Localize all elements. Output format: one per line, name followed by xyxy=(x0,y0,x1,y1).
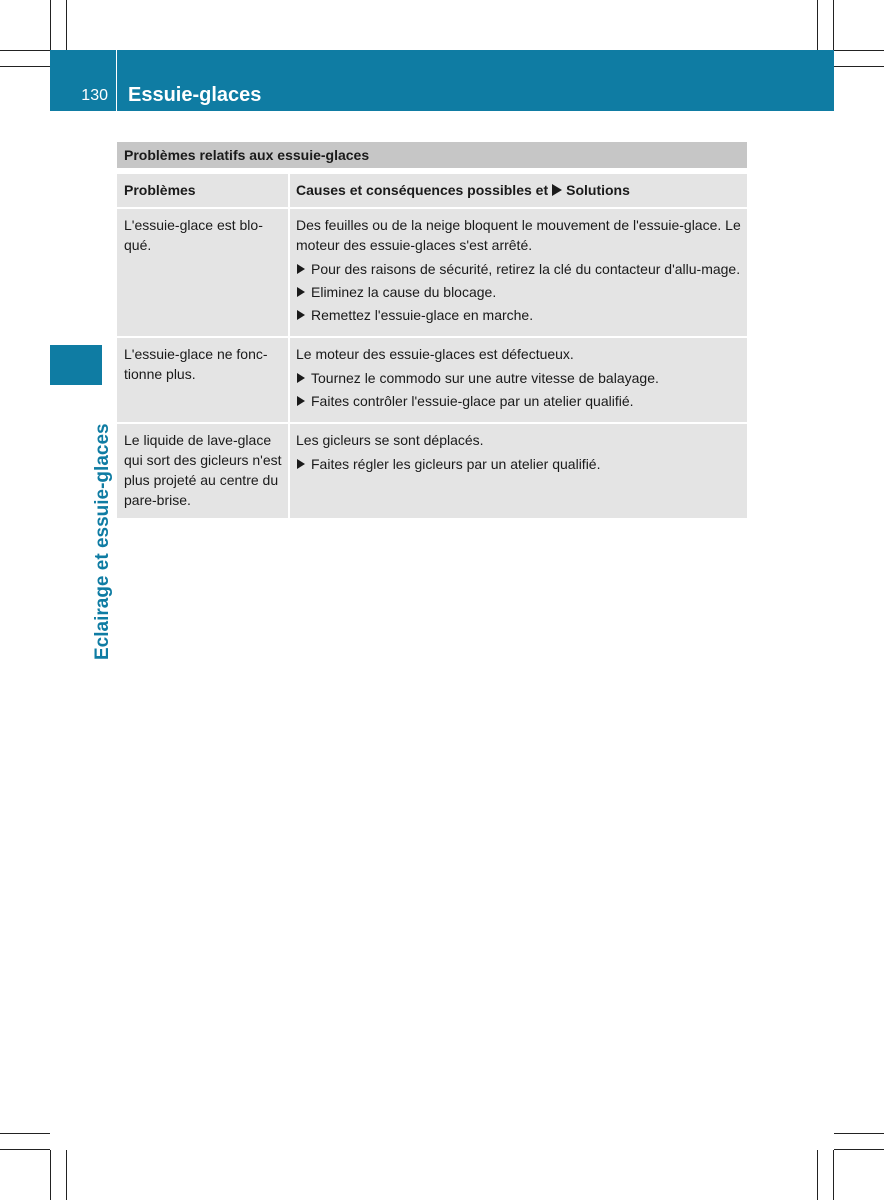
column-header-causes-text: Causes et conséquences possibles et xyxy=(296,182,549,198)
table-row xyxy=(117,423,747,518)
solution-step-text: Eliminez la cause du blocage. xyxy=(311,284,497,300)
triangle-right-icon xyxy=(297,310,305,320)
column-header-causes xyxy=(289,174,747,208)
solution-step-text: Remettez l'essuie-glace en marche. xyxy=(311,307,534,323)
solution-step xyxy=(296,391,741,411)
table-title: Problèmes relatifs aux essuie-glaces xyxy=(117,142,747,168)
cause-cell xyxy=(289,337,747,423)
table-row xyxy=(117,208,747,337)
troubleshooting-table xyxy=(117,142,747,518)
column-header-solutions-text: Solutions xyxy=(566,182,630,198)
section-title: Essuie-glaces xyxy=(128,84,262,106)
solution-step xyxy=(296,454,741,474)
cause-text: Les gicleurs se sont déplacés. xyxy=(296,432,484,448)
page-number: 130 xyxy=(81,87,108,104)
crop-mark-icon xyxy=(817,0,818,50)
solution-step xyxy=(296,368,741,388)
cause-text: Le moteur des essuie-glaces est défectueux. xyxy=(296,346,574,362)
crop-mark-icon xyxy=(834,66,884,67)
triangle-right-icon xyxy=(297,287,305,297)
table-body xyxy=(117,174,747,518)
cause-cell xyxy=(289,423,747,518)
crop-mark-icon xyxy=(0,66,50,67)
solution-step xyxy=(296,282,741,302)
crop-mark-icon xyxy=(0,1133,50,1134)
table-row xyxy=(117,337,747,423)
crop-mark-icon xyxy=(0,50,50,51)
crop-mark-icon xyxy=(817,1150,818,1200)
solution-step-text: Pour des raisons de sécurité, retirez la clé du contacteur d'allu-mage. xyxy=(311,261,741,277)
cause-cell xyxy=(289,208,747,337)
column-header-problems: Problèmes xyxy=(117,174,289,208)
solution-step-text: Faites contrôler l'essuie-glace par un atelier qualifié. xyxy=(311,393,634,409)
crop-mark-icon xyxy=(50,0,51,50)
triangle-right-icon xyxy=(297,373,305,383)
chapter-label: Eclairage et essuie-glaces xyxy=(92,423,113,660)
triangle-right-icon xyxy=(552,184,562,196)
solution-step xyxy=(296,305,741,325)
solution-step-text: Faites régler les gicleurs par un atelier qualifié. xyxy=(311,456,601,472)
solution-step-text: Tournez le commodo sur une autre vitesse de balayage. xyxy=(311,370,659,386)
crop-mark-icon xyxy=(833,1150,834,1200)
problem-cell: L'essuie-glace est blo-qué. xyxy=(117,208,289,337)
crop-mark-icon xyxy=(833,0,834,50)
triangle-right-icon xyxy=(297,264,305,274)
problem-cell: L'essuie-glace ne fonc-tionne plus. xyxy=(117,337,289,423)
crop-mark-icon xyxy=(834,50,884,51)
crop-mark-icon xyxy=(50,1150,51,1200)
crop-mark-icon xyxy=(834,1133,884,1134)
problem-cell: Le liquide de lave-glace qui sort des gicleurs n'est plus projeté au centre du pare-brise. xyxy=(117,423,289,518)
crop-mark-icon xyxy=(66,1150,67,1200)
crop-mark-icon xyxy=(834,1149,884,1150)
solution-step xyxy=(296,259,741,279)
table-header-row xyxy=(117,174,747,208)
triangle-right-icon xyxy=(297,459,305,469)
crop-mark-icon xyxy=(0,1149,50,1150)
header-divider xyxy=(116,50,117,111)
crop-mark-icon xyxy=(66,0,67,50)
chapter-tab xyxy=(50,345,102,385)
cause-text: Des feuilles ou de la neige bloquent le mouvement de l'essuie-glace. Le moteur des essuie-glaces s'est arrêté. xyxy=(296,217,741,253)
triangle-right-icon xyxy=(297,396,305,406)
